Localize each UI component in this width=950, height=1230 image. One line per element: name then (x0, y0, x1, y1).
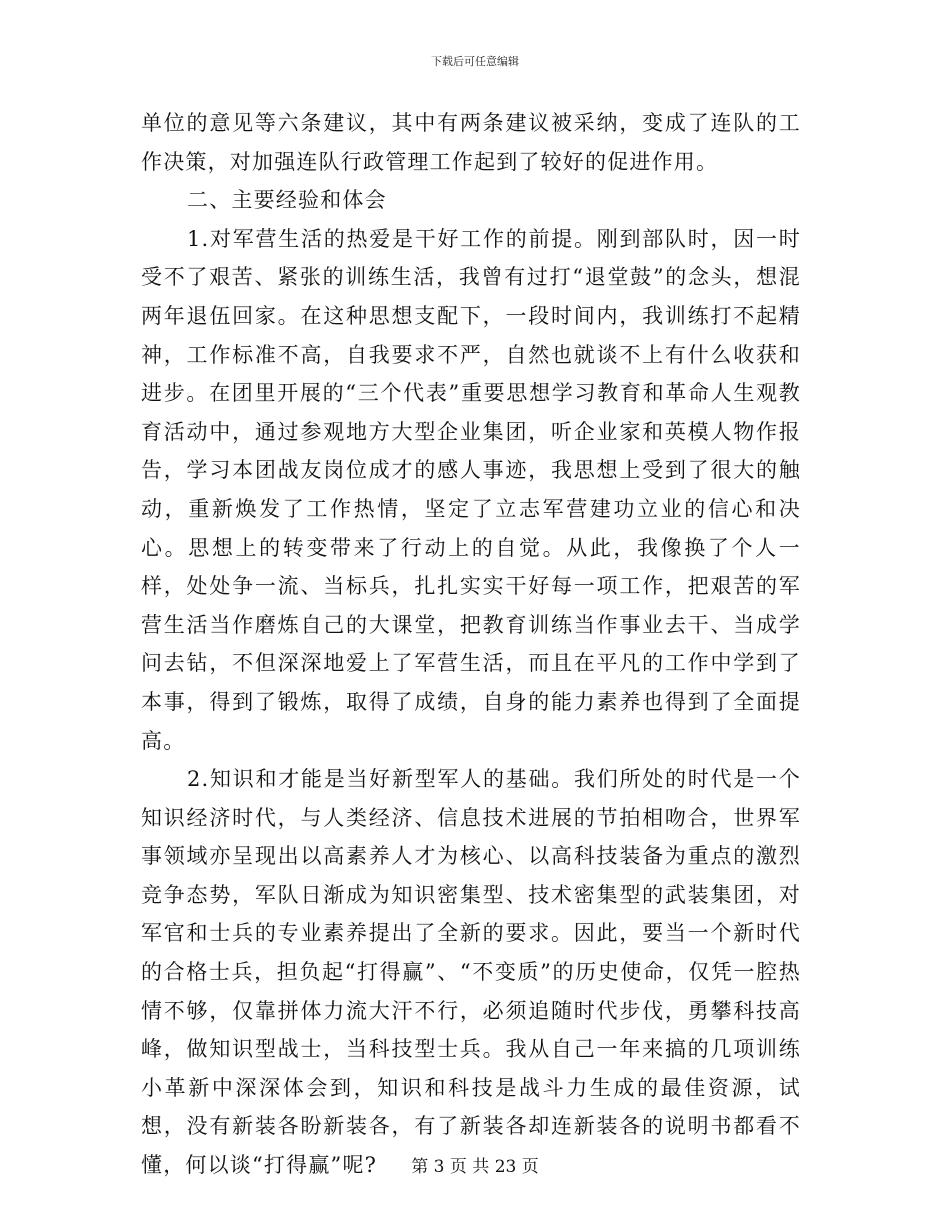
page-header: 下载后可任意编辑 (431, 55, 519, 68)
continuation-paragraph: 单位的意见等六条建议，其中有两条建议被采纳，变成了连队的工作决策，对加强连队行政管理工作起到了较好的促进作用。 (141, 111, 801, 174)
paragraph-2: 2.知识和才能是当好新型军人的基础。我们所处的时代是一个知识经济时代，与人类经济、信息技术进展的节拍相吻合，世界军事领域亦呈现出以高素养人才为核心、以高科技装备为重点的激烈竞争态势，军队日渐成为知识密集型、技术密集型的武装集团，对军官和士兵的专业素养提出了全新的要求。因此，要当一个新时代的合格士兵，担负起“打得赢”、“不变质”的历史使命，仅凭一腔热情不够，仅靠拼体力流大汗不行，必须追随时代步伐，勇攀科技高峰，做知识型战士，当科技型士兵。我从自己一年来搞的几项训练小革新中深深体会到，知识和科技是战斗力生成的最佳资源，试想，没有新装各盼新装各，有了新装各却连新装各的说明书都看不懂，何以谈“打得赢”呢? (141, 767, 801, 1178)
document-body (141, 104, 801, 1185)
page-number-footer: 第 3 页 共 23 页 (411, 1157, 539, 1177)
paragraph-1: 1.对军营生活的热爱是干好工作的前提。刚到部队时，因一时受不了艰苦、紧张的训练生活，我曾有过打“退堂鼓”的念头，想混两年退伍回家。在这种思想支配下，一段时间内，我训练打不起精神，工作标准不高，自我要求不严，自然也就谈不上有什么收获和进步。在团里开展的“三个代表”重要思想学习教育和革命人生观教育活动中，通过参观地方大型企业集团，听企业家和英模人物作报告，学习本团战友岗位成才的感人事迹，我思想上受到了很大的触动，重新焕发了工作热情，坚定了立志军营建功立业的信心和决心。思想上的转变带来了行动上的自觉。从此，我像换了个人一样，处处争一流、当标兵，扎扎实实干好每一项工作，把艰苦的军营生活当作磨炼自己的大课堂，把教育训练当作事业去干、当成学问去钻，不但深深地爱上了军营生活，而且在平凡的工作中学到了本事，得到了锻炼，取得了成绩，自身的能力素养也得到了全面提高。 (141, 226, 801, 753)
section-heading: 二、主要经验和体会 (187, 188, 387, 213)
